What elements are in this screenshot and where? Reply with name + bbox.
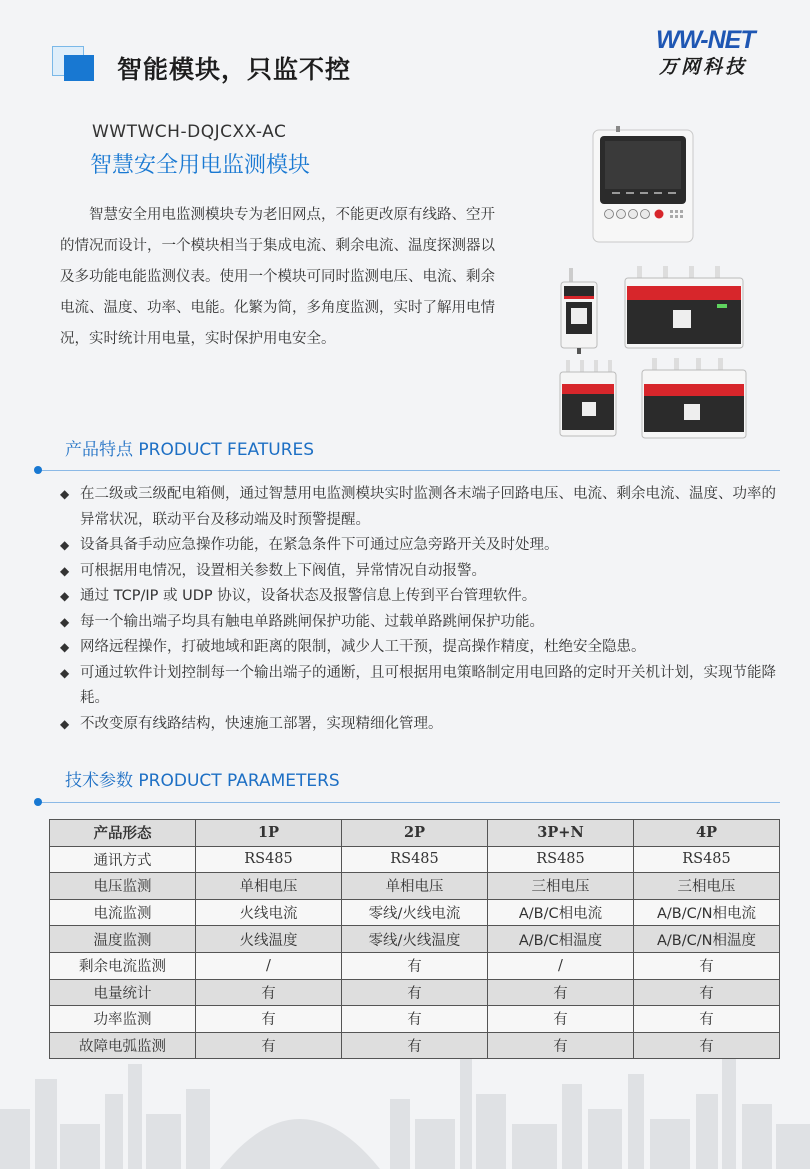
blue-square-icon <box>52 46 96 82</box>
table-cell: 有 <box>342 979 488 1006</box>
diamond-bullet-icon: ◆ <box>60 538 70 552</box>
diamond-bullet-icon: ◆ <box>60 640 70 654</box>
table-cell: 有 <box>196 1032 342 1059</box>
table-cell: RS485 <box>196 846 342 873</box>
table-cell: 有 <box>488 1032 634 1059</box>
table-cell: A/B/C相电流 <box>488 899 634 926</box>
diamond-bullet-icon: ◆ <box>60 614 70 629</box>
diamond-bullet-icon: ◆ <box>60 487 70 501</box>
table-cell: 火线电流 <box>196 899 342 926</box>
feature-item: ◆ 网络远程操作，打破地域和距离的限制，减少人工干预，提高操作精度，杜绝安全隐患。 <box>60 635 780 661</box>
table-cell: 电流监测 <box>50 899 196 926</box>
parameters-divider <box>38 802 780 803</box>
table-cell: 零线/火线电流 <box>342 899 488 926</box>
feature-item: ◆ 每一个输出端子均具有触电单路跳闸保护功能、过载单路跳闸保护功能。 <box>60 610 780 636</box>
logo-wordmark: WW-NET <box>656 26 755 54</box>
table-cell: 故障电弧监测 <box>50 1032 196 1059</box>
feature-item: ◆ 在二级或三级配电箱侧，通过智慧用电监测模块实时监测各末端子回路电压、电流、剩余电流、温度、功率的异常状况，联动平台及移动端及时预警提醒。 <box>60 482 780 533</box>
table-cell: 有 <box>342 952 488 979</box>
feature-item: ◆ 可通过软件计划控制每一个输出端子的通断，且可根据用电策略制定用电回路的定时开关机计划，实现节能降耗。 <box>60 661 780 712</box>
table-cell: 单相电压 <box>196 873 342 900</box>
table-cell: A/B/C/N相电流 <box>634 899 780 926</box>
feature-item: ◆ 不改变原有线路结构，快速施工部署，实现精细化管理。 <box>60 712 780 738</box>
table-header-cell: 产品形态 <box>50 820 196 847</box>
table-cell: 有 <box>196 1006 342 1033</box>
table-cell: 零线/火线温度 <box>342 926 488 953</box>
table-cell: 有 <box>634 1006 780 1033</box>
feature-item: ◆ 设备具备手动应急操作功能，在紧急条件下可通过应急旁路开关及时处理。 <box>60 533 780 559</box>
table-cell: 有 <box>488 979 634 1006</box>
feature-item: ◆ 通过 TCP/IP 或 UDP 协议，设备状态及报警信息上传到平台管理软件。 <box>60 584 780 610</box>
table-cell: RS485 <box>488 846 634 873</box>
table-cell: A/B/C相温度 <box>488 926 634 953</box>
table-cell: 剩余电流监测 <box>50 952 196 979</box>
product-name: 智慧安全用电监测模块 <box>90 153 311 178</box>
table-cell: 三相电压 <box>634 873 780 900</box>
table-cell: 功率监测 <box>50 1006 196 1033</box>
table-row <box>50 979 780 1006</box>
features-heading: 产品特点 PRODUCT FEATURES <box>65 440 315 460</box>
diamond-bullet-icon: ◆ <box>60 716 70 731</box>
table-cell: / <box>488 952 634 979</box>
table-cell: 有 <box>196 979 342 1006</box>
table-row <box>50 846 780 873</box>
table-cell: / <box>196 952 342 979</box>
diamond-bullet-icon: ◆ <box>60 589 70 603</box>
module-3p-4p-image <box>556 358 751 442</box>
features-list <box>60 482 780 737</box>
table-row <box>50 873 780 900</box>
table-row <box>50 952 780 979</box>
features-divider-dot <box>34 466 42 474</box>
table-cell: RS485 <box>342 846 488 873</box>
table-cell: 有 <box>634 1032 780 1059</box>
parameters-heading: 技术参数 PRODUCT PARAMETERS <box>65 771 340 791</box>
company-logo <box>656 26 772 76</box>
table-row <box>50 926 780 953</box>
table-row <box>50 899 780 926</box>
logo-chinese-name: 万网科技 <box>659 56 748 78</box>
table-header-row <box>50 820 780 847</box>
table-row <box>50 1032 780 1059</box>
table-cell: RS485 <box>634 846 780 873</box>
table-header-cell: 3P+N <box>488 820 634 847</box>
feature-item: ◆ 可根据用电情况，设置相关参数上下阀值，异常情况自动报警。 <box>60 559 780 585</box>
table-header-cell: 4P <box>634 820 780 847</box>
table-cell: 有 <box>488 1006 634 1033</box>
table-cell: A/B/C/N相温度 <box>634 926 780 953</box>
table-cell: 电量统计 <box>50 979 196 1006</box>
product-intro: 智慧安全用电监测模块专为老旧网点，不能更改原有线路、空开的情况而设计，一个模块相当于集成电流、剩余电流、温度探测器以及多功能电能监测仪表。使用一个模块可同时监测电压、电流、剩余电流、温度、功率、电能。化繁为简，多角度监测，实时了解用电情况，实时统计用电量，实时保护用电安全。 <box>60 207 495 347</box>
table-cell: 单相电压 <box>342 873 488 900</box>
table-cell: 三相电压 <box>488 873 634 900</box>
diamond-bullet-icon: ◆ <box>60 563 70 578</box>
table-cell: 温度监测 <box>50 926 196 953</box>
table-row <box>50 1006 780 1033</box>
features-divider <box>38 470 780 471</box>
product-model-code: WWTWCH-DQJCXX-AC <box>92 122 287 142</box>
module-1p-2p-image <box>555 266 750 356</box>
table-cell: 有 <box>634 979 780 1006</box>
parameters-table <box>49 819 780 1059</box>
table-header-cell: 2P <box>342 820 488 847</box>
table-cell: 火线温度 <box>196 926 342 953</box>
table-cell: 有 <box>342 1032 488 1059</box>
parameters-divider-dot <box>34 798 42 806</box>
table-cell: 有 <box>634 952 780 979</box>
device-display-panel-image <box>592 126 694 244</box>
table-cell: 有 <box>342 1006 488 1033</box>
diamond-bullet-icon: ◆ <box>60 665 70 680</box>
table-header-cell: 1P <box>196 820 342 847</box>
table-cell: 通讯方式 <box>50 846 196 873</box>
table-cell: 电压监测 <box>50 873 196 900</box>
page-title: 智能模块，只监不控 <box>117 55 352 84</box>
